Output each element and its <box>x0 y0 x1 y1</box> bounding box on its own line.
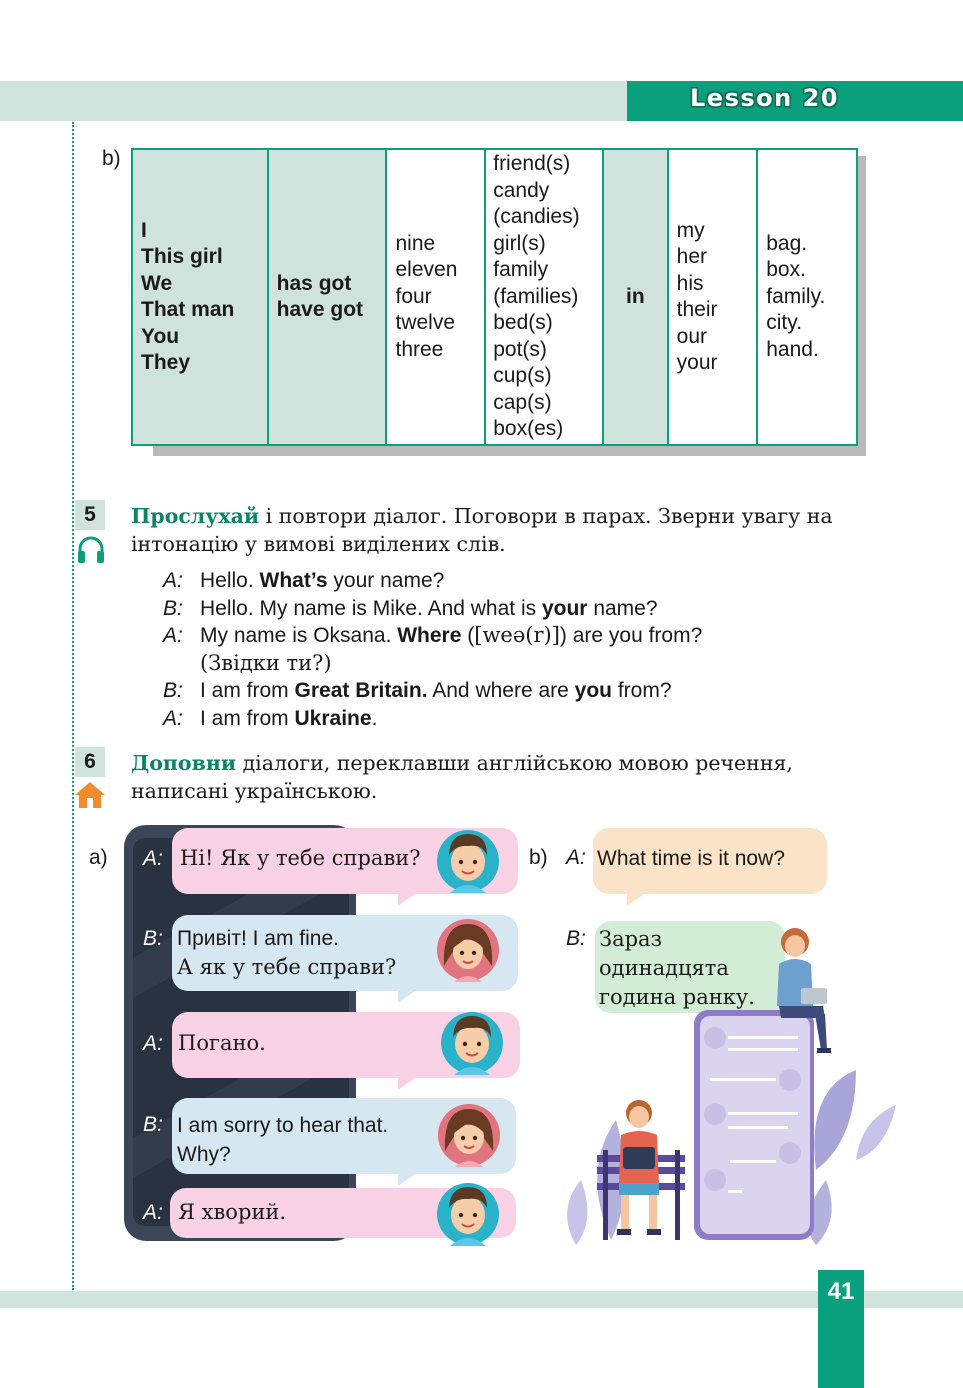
exercise-6-keyword: Доповни <box>131 751 237 775</box>
emphasized-word: you <box>574 679 612 703</box>
speaker-label: B: <box>163 596 183 620</box>
table-cell-text: box(es) <box>493 417 564 441</box>
dialog-text: name? <box>587 596 658 620</box>
headphones-icon <box>75 533 107 565</box>
dialog-line <box>163 567 702 595</box>
table-cell-text: This girl <box>141 245 223 268</box>
girl-avatar <box>436 918 500 982</box>
dialog-a-speaker-3: A: <box>143 1032 163 1055</box>
table-cell-text: I <box>141 218 147 242</box>
dialog-text: ( <box>461 624 475 648</box>
table-cell-text: (candies) <box>493 205 580 229</box>
bubble-tail <box>627 892 647 906</box>
dialog-text: And where are <box>427 679 575 703</box>
dialog-text: from? <box>612 679 672 703</box>
dialog-b-line-2a: Зараз <box>599 927 663 951</box>
dialog-b-line-2c: година ранку. <box>599 985 755 1009</box>
dialog-line <box>163 705 702 733</box>
dialog-a-line-2: Привіт! I am fine. <box>177 927 339 950</box>
dialog-a-speaker-4: B: <box>143 1113 163 1136</box>
table-cell-text: That man <box>141 298 235 321</box>
table-cell-text: bed(s) <box>493 311 553 335</box>
table-cell-text: three <box>395 337 444 361</box>
house-icon <box>74 781 106 809</box>
exercise-5-instruction <box>131 502 851 558</box>
dialog-line <box>163 622 702 650</box>
substitution-table <box>131 148 858 446</box>
speaker-label: A: <box>163 569 183 592</box>
exercise-5-keyword: Прослухай <box>131 504 260 528</box>
dialog-line <box>163 595 702 623</box>
dialog-text: Hello. My name is Mike. And what is <box>200 596 542 620</box>
dialog-a-speaker-2: B: <box>143 927 163 950</box>
table-cell-text: your <box>676 351 718 374</box>
table-cell-text: my <box>676 218 705 242</box>
dialog-a-line-3: Погано. <box>178 1031 266 1055</box>
table-label: b) <box>102 147 121 170</box>
table-cell-text: cup(s) <box>493 364 552 388</box>
dialog-a-label: a) <box>89 846 108 869</box>
dialog-text: I am from <box>200 679 295 703</box>
table-cell-text: (families) <box>493 284 579 308</box>
dialog-text: Hello. <box>200 569 260 592</box>
emphasized-word: Great Britain. <box>294 679 428 703</box>
boy-avatar <box>440 1011 504 1075</box>
bubble-tail <box>398 1076 418 1090</box>
table-cell-text: hand. <box>766 337 819 361</box>
exercise-6-instruction-text: діалоги, переклавши англійською мовою речення, написані українською. <box>131 751 793 803</box>
dialog-a-line-2b: А як у тебе справи? <box>177 955 397 979</box>
table-cell-text: bag. <box>766 231 808 255</box>
table-column-numbers <box>386 149 485 445</box>
bubble-tail <box>398 989 418 1003</box>
table-cell-text: We <box>141 271 173 295</box>
dialog-b-line-2b: одинадцята <box>599 956 729 980</box>
dialog-b-label: b) <box>529 846 548 869</box>
dialog-text: (Звідки ти?) <box>200 650 332 675</box>
table-column-places <box>757 149 857 445</box>
table-cell-text: pot(s) <box>493 337 547 361</box>
dialog-text: your name? <box>327 569 445 592</box>
dialog-line <box>163 650 702 678</box>
table-cell-text: family. <box>766 284 826 308</box>
table-column-preposition <box>603 149 668 445</box>
bubble-tail <box>398 892 418 906</box>
boy-avatar <box>436 829 500 893</box>
dialog-a-speaker-5: A: <box>143 1201 163 1224</box>
table-cell-text: eleven <box>395 258 458 282</box>
table-cell-text: has got <box>276 271 352 295</box>
dialog-a-speaker-1: A: <box>143 847 163 870</box>
dialog-line <box>163 677 702 705</box>
table-cell-text: his <box>676 271 704 295</box>
table-column-nouns <box>485 149 603 445</box>
emphasized-word: What’s <box>259 569 328 592</box>
dialog-text: [weə(r)] <box>474 623 560 648</box>
table-cell-text: You <box>141 324 180 348</box>
dialog-a-line-1: Ні! Як у тебе справи? <box>180 846 421 870</box>
margin-dotted-line <box>72 122 74 1290</box>
exercise-5-number: 5 <box>75 500 105 530</box>
table-cell-text: in <box>626 284 645 308</box>
dialog-a-line-4: I am sorry to hear that. <box>177 1114 389 1137</box>
table-cell-text: box. <box>766 258 806 282</box>
dialog-b-speaker-1: A: <box>566 846 586 869</box>
dialog-b-bubble-1 <box>593 828 827 894</box>
exercise-5-instruction-text: і повтори діалог. Поговори в парах. Зверни увагу на інтонацію у вимові виділених слів. <box>131 504 833 556</box>
page-number: 41 <box>827 1278 855 1305</box>
table-cell-text: girl(s) <box>493 231 546 255</box>
table-cell-text: twelve <box>395 311 456 335</box>
table-cell-text: their <box>676 298 718 321</box>
dialog-b-speaker-2: B: <box>566 927 586 950</box>
dialog-text: I am from <box>200 706 295 730</box>
dialog-text: . <box>371 706 378 730</box>
table-cell-text: candy <box>493 178 550 202</box>
boy-on-bench-illustration <box>593 1095 693 1245</box>
table-cell-text: have got <box>276 298 364 321</box>
table-column-verbs <box>268 149 387 445</box>
table-cell-text: her <box>676 245 708 268</box>
dialog-b-line-1: What time is it now? <box>597 847 785 870</box>
speaker-label: A: <box>163 706 183 730</box>
exercise-5-dialog <box>163 567 702 733</box>
girl-with-laptop-illustration <box>765 926 835 1056</box>
speaker-label: B: <box>163 679 183 703</box>
table-cell-text: They <box>141 351 191 374</box>
dialog-text: ) are you from? <box>559 624 703 648</box>
table-cell-text: cap(s) <box>493 390 552 414</box>
table-cell-text: our <box>676 324 708 348</box>
speaker-label: A: <box>163 624 183 648</box>
exercise-6-number: 6 <box>75 747 105 777</box>
emphasized-word: Ukraine <box>294 706 372 730</box>
boy-avatar <box>436 1182 500 1246</box>
table-column-possessives <box>668 149 758 445</box>
dialog-text: My name is Oksana. <box>200 624 398 648</box>
table-cell-text: city. <box>766 311 803 335</box>
table-column-subjects <box>132 149 268 445</box>
table-cell-text: family <box>493 258 549 282</box>
girl-avatar <box>437 1103 501 1167</box>
lesson-title: Lesson 20 <box>690 84 839 112</box>
table-cell-text: friend(s) <box>493 152 571 176</box>
dialog-a-line-4b: Why? <box>177 1143 231 1166</box>
bubble-tail <box>398 1172 418 1186</box>
dialog-b-bubble-2 <box>595 921 785 1013</box>
table-cell-text: four <box>395 284 432 308</box>
table-cell-text: nine <box>395 231 436 255</box>
dialog-a-line-5: Я хворий. <box>178 1200 287 1224</box>
emphasized-word: Where <box>397 624 462 648</box>
exercise-6-instruction <box>131 749 851 805</box>
emphasized-word: your <box>541 596 588 620</box>
